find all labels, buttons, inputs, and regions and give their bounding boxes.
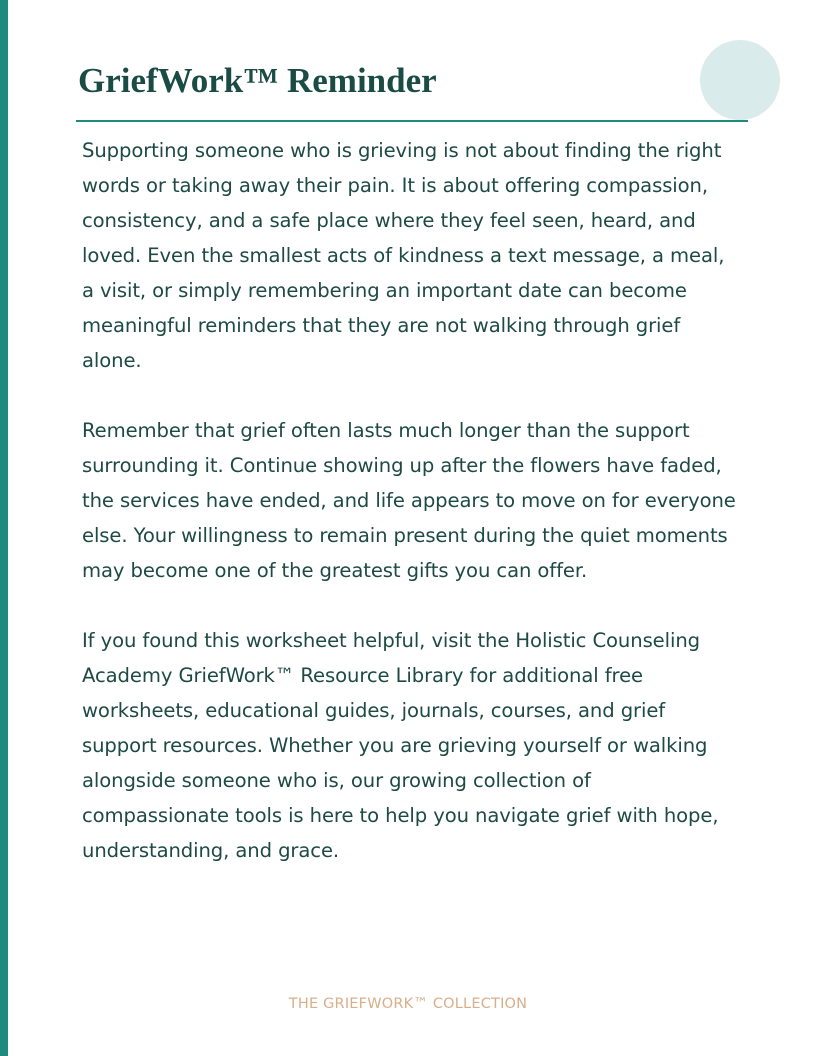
title-divider (76, 120, 748, 122)
footer-collection-label: THE GRIEFWORK™ COLLECTION (288, 996, 528, 1012)
paragraph-resource-library: If you found this worksheet helpful, visit the Holistic Counseling Academy GriefWork™ Resource Library for additional free worksheets, educational guides, journals, courses, and grief support resources. Whether you are grieving yourself or walking alongside someone who is, our growing collection of compassionate tools is here to help you navigate grief with hope, understanding, and grace. (82, 629, 719, 862)
left-accent-bar (0, 0, 8, 1056)
page-title: GriefWork™ Reminder (78, 61, 437, 100)
body-content (82, 133, 742, 903)
decorative-circle (700, 40, 780, 120)
paragraph-supporting: Supporting someone who is grieving is not about finding the right words or taking away their pain. It is about offering compassion, consistency, and a safe place where they feel seen, heard, and loved. Even the smallest acts of kindness a text message, a meal, a visit, or simply remembering an important date can become meaningful reminders that they are not walking through grief alone. (82, 139, 725, 372)
paragraph-remember: Remember that grief often lasts much longer than the support surrounding it. Continue showing up after the flowers have faded, the services have ended, and life appears to move on for everyone else. Your willingness to remain present during the quiet moments may become one of the greatest gifts you can offer. (82, 419, 736, 582)
